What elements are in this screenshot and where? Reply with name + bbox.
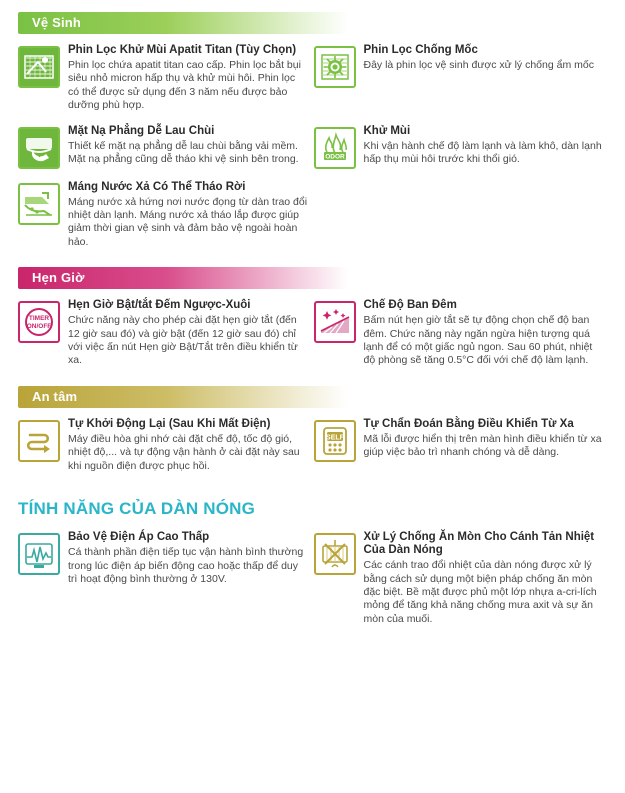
feature-title: Phin Lọc Chống Mốc (363, 44, 478, 56)
icon-container (314, 420, 356, 462)
feature-body: Mã lỗi được hiển thị trên màn hình điều khiển từ xa giúp việc bảo trì nhanh chóng và dễ dàng. (363, 432, 602, 459)
feature-body: Cá thành phần điện tiếp tục vận hành bình thường trong lúc điện áp biến động cao hoặc thấp để duy trì hoạt động bình thường ở 130V. (68, 546, 304, 585)
feature-item (314, 44, 610, 125)
icon-container (18, 533, 60, 575)
icon-container (314, 127, 356, 169)
feature-body: Bấm nút hẹn giờ tắt sẽ tự động chọn chế độ ban đêm. Chức năng này ngăn ngừa hiện tượng quá lạnh để có một giấc ngủ ngon. Sau 60 phút, nhiệt độ phòng sẽ tăng 0.5°C đối với chế độ làm lạnh. (363, 314, 593, 367)
feature-item (314, 531, 610, 638)
feature-text (364, 44, 604, 72)
icon-container (18, 301, 60, 343)
section-grid-hen-gio (0, 299, 625, 380)
feature-text (364, 531, 604, 626)
svg-text:ON/OFF: ON/OFF (26, 323, 52, 331)
feature-item (314, 418, 610, 485)
low-voltage-protection-icon (18, 533, 60, 575)
feature-item (18, 418, 314, 485)
section-header-hen-gio (18, 267, 348, 289)
auto-restart-icon (18, 420, 60, 462)
feature-text (68, 531, 308, 586)
section-title: Vệ Sinh (32, 15, 82, 30)
svg-text:ODOR: ODOR (324, 153, 345, 161)
feature-body: Máng nước xả hứng nơi nước đọng từ dàn trao đổi nhiệt dàn lạnh. Máng nước xả tháo lắp được giúp giảm thời gian vệ sinh và đảm bảo vệ ngoài hoàn hảo. (68, 195, 308, 248)
feature-title: Khử Mùi (363, 124, 411, 137)
feature-body: Đây là phin lọc vệ sinh được xử lý chống ẩm mốc (363, 59, 594, 71)
feature-body: Khi vận hành chế độ làm lạnh và làm khô, dàn lạnh hấp thụ mùi hôi trước khi thổi gió. (363, 139, 602, 166)
timer-on-off-icon (18, 301, 60, 343)
feature-body: Máy điều hòa ghi nhớ cài đặt chế độ, tốc độ gió, nhiệt độ,... và tự động vận hành ở cài đặt này sau khi nguồn điện được phục hồi. (68, 432, 300, 472)
feature-title: Tự Khởi Động Lại (Sau Khi Mất Điện) (68, 417, 271, 430)
feature-title: Xử Lý Chống Ăn Mòn Cho Cánh Tản Nhiệt Của Dàn Nóng (363, 531, 595, 557)
section-grid-an-tam (0, 418, 625, 485)
feature-text (68, 181, 308, 250)
icon-container (314, 46, 356, 88)
feature-text (68, 418, 308, 473)
icon-container (18, 183, 60, 225)
svg-text:TIMER: TIMER (28, 315, 50, 323)
mold-proof-filter-icon (314, 46, 356, 88)
odor-removal-icon (314, 127, 356, 169)
feature-title: Phin Lọc Khử Mùi Apatit Titan (Tùy Chọn) (68, 44, 297, 56)
feature-title: Bảo Vệ Điện Áp Cao Thấp (68, 531, 210, 544)
svg-text:SELF: SELF (325, 434, 344, 442)
icon-container (18, 127, 60, 169)
section-title: Hẹn Giờ (32, 270, 85, 286)
feature-body: Phin lọc chứa apatit titan cao cấp. Phin lọc bắt bụi siêu nhỏ micron hấp thụ và khử mùi hôi. Phin lọc có thể được sử dụng đến 3 năm nếu được bảo dưỡng phù hợp. (68, 59, 301, 112)
section-grid-ve-sinh (0, 44, 625, 261)
feature-title: Tự Chẩn Đoán Bằng Điều Khiển Từ Xa (363, 417, 574, 430)
icon-container (18, 46, 60, 88)
feature-text (364, 299, 604, 368)
self-diagnosis-icon (314, 420, 356, 462)
feature-body: Thiết kế mặt nạ phẳng dễ lau chùi bằng vải mềm. Mặt nạ phẳng cũng dễ tháo khi vệ sinh bên trong. (68, 139, 299, 166)
feature-item (18, 531, 314, 638)
feature-item (18, 44, 314, 125)
icon-container (314, 533, 356, 575)
easy-clean-panel-icon (18, 127, 60, 169)
apatite-filter-icon (18, 46, 60, 88)
feature-title: Chế Độ Ban Đêm (363, 299, 457, 312)
feature-text (364, 418, 604, 460)
anti-corrosion-fin-icon (314, 533, 356, 575)
feature-item (314, 299, 610, 380)
feature-item (18, 125, 314, 181)
feature-item (18, 299, 314, 380)
feature-title: Máng Nước Xả Có Thể Tháo Rời (68, 180, 246, 193)
feature-text (68, 299, 308, 368)
feature-title: Hẹn Giờ Bật/tắt Đếm Ngược-Xuôi (68, 299, 251, 312)
feature-text (68, 125, 308, 167)
feature-title: Mặt Nạ Phẳng Dễ Lau Chùi (68, 124, 215, 137)
section-header-an-tam (18, 386, 348, 408)
icon-container (314, 301, 356, 343)
removable-drain-pan-icon (18, 183, 60, 225)
feature-item (18, 181, 314, 262)
feature-body: Chức năng này cho phép cài đặt hẹn giờ tắt (đến 12 giờ sau đó) và giờ bật (đến 12 giờ sau đó) chỉ với việc ấn nút Hẹn giờ Bật/Tắt trên điều khiển từ xa. (68, 314, 298, 367)
icon-container (18, 420, 60, 462)
section-grid-outdoor (0, 531, 625, 638)
feature-item (314, 125, 610, 181)
feature-body: Các cánh trao đổi nhiệt của dàn nóng được xử lý bằng cách sử dụng một biện pháp chống ăn mòn đặc biệt. Bề mặt được phủ một lớp nhựa a-cri-lích mỏng để tăng khả năng chống mưa axit và sự ăn mòn của muối. (363, 559, 597, 625)
section-title: An tâm (32, 388, 78, 404)
feature-text (364, 125, 604, 167)
night-mode-icon (314, 301, 356, 343)
feature-item-empty (314, 181, 610, 262)
section-header-ve-sinh (18, 12, 348, 34)
feature-text (68, 44, 308, 113)
outdoor-section-heading: TÍNH NĂNG CỦA DÀN NÓNG (18, 499, 256, 519)
